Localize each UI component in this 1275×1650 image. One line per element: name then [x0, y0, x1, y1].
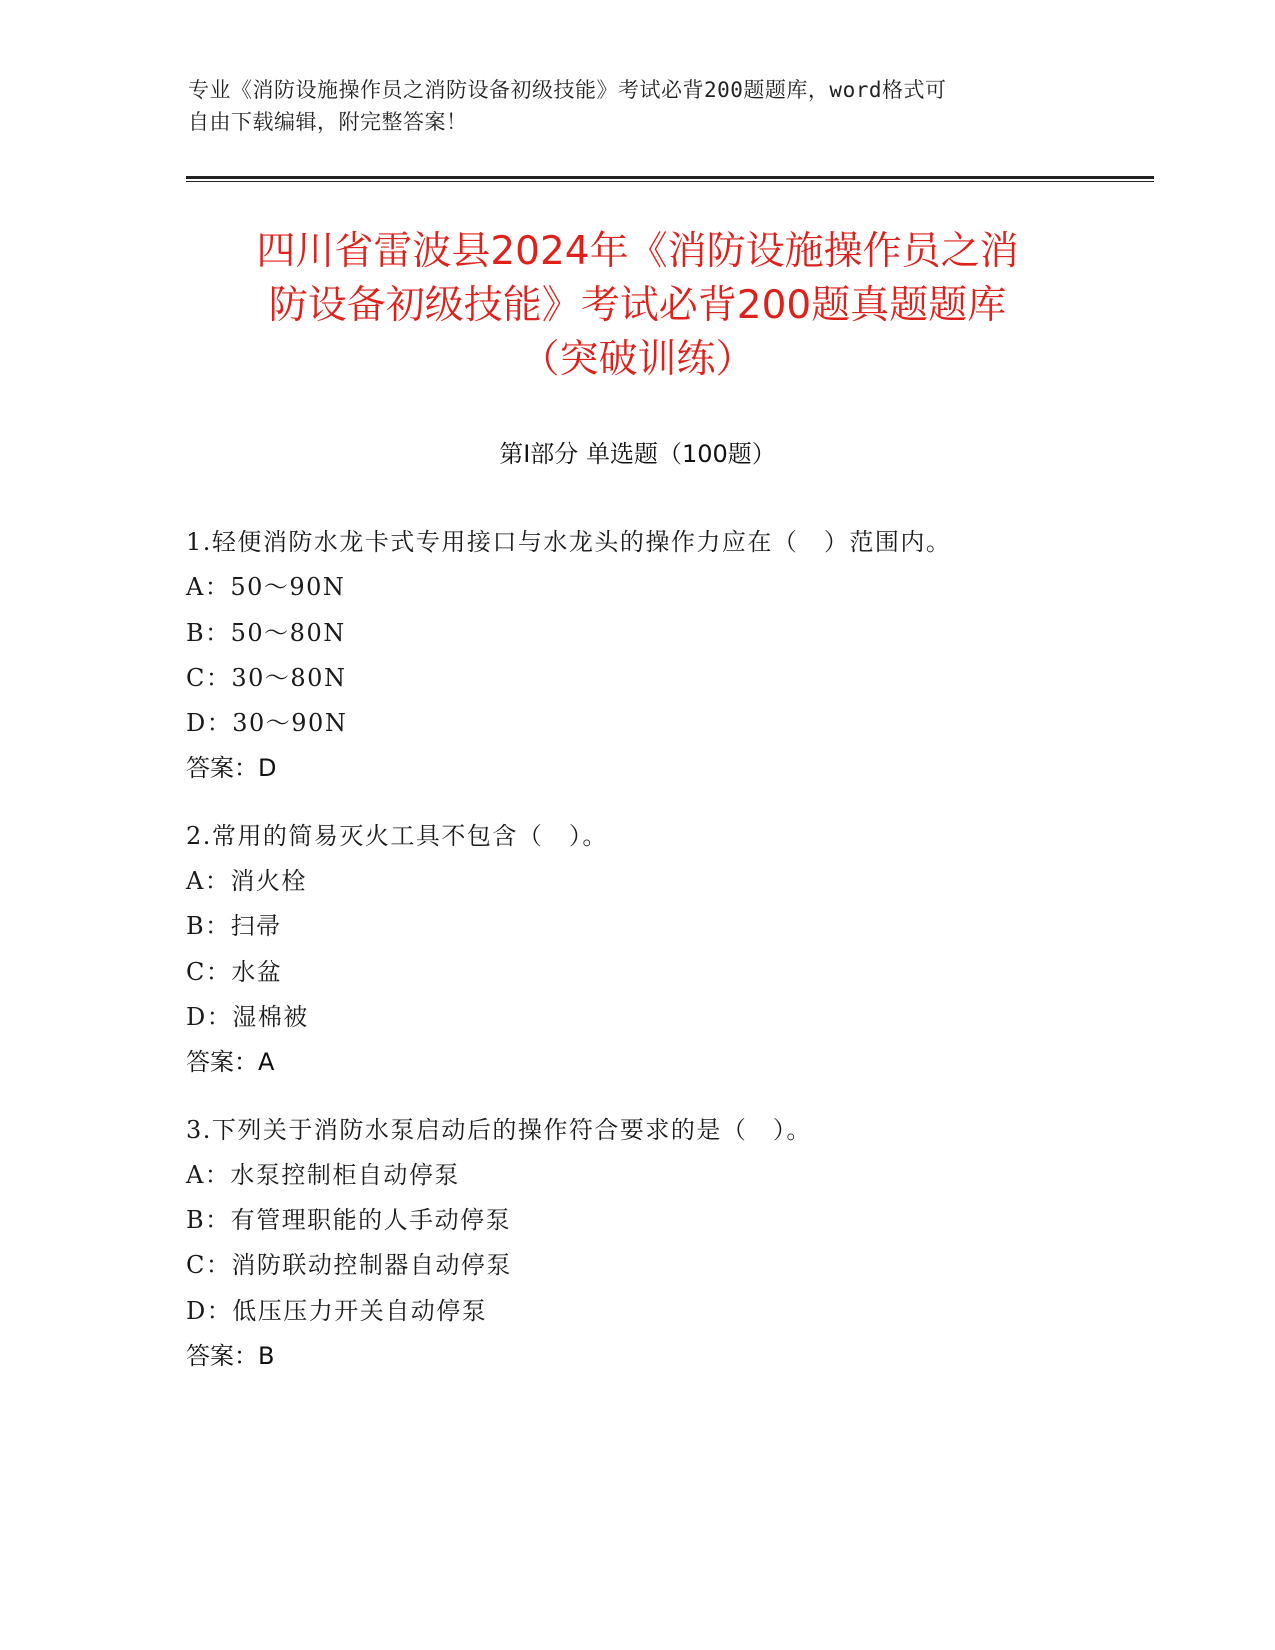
option-c: C：水盆 [186, 957, 283, 986]
question-stem: 1.轻便消防水龙卡式专用接口与水龙头的操作力应在（ ）范围内。 [186, 528, 952, 556]
answer: 答案：B [186, 1342, 275, 1371]
title-line-2: 防设备初级技能》考试必背200题真题题库 [268, 283, 1007, 328]
question-2 [186, 814, 1146, 1086]
option-b: B：有管理职能的人手动停泵 [186, 1206, 512, 1235]
title-line-1: 四川省雷波县2024年《消防设施操作员之消 [256, 229, 1019, 274]
option-a: A：消火栓 [186, 867, 307, 896]
option-b: B：扫帚 [186, 912, 282, 941]
title-line-3: （突破训练） [520, 337, 755, 382]
option-d: D：低压压力开关自动停泵 [186, 1296, 488, 1325]
option-b: B：50～80N [186, 618, 346, 647]
question-1 [186, 520, 1146, 792]
option-d: D：湿棉被 [186, 1002, 309, 1031]
header-divider-thick [186, 176, 1154, 179]
header-divider-thin [186, 181, 1154, 182]
option-c: C：30～80N [186, 663, 347, 692]
question-stem: 2.常用的简易灭火工具不包含（ ）。 [186, 821, 608, 850]
intro-line-1: 专业《消防设施操作员之消防设备初级技能》考试必背200题题库，word格式可 [188, 78, 947, 102]
option-c: C：消防联动控制器自动停泵 [186, 1251, 512, 1280]
section-heading: 第I部分 单选题（100题） [499, 440, 776, 468]
answer: 答案：D [186, 754, 277, 783]
question-3 [186, 1108, 1146, 1380]
document-intro [188, 74, 1088, 138]
option-a: A：水泵控制柜自动停泵 [186, 1160, 460, 1189]
option-d: D：30～90N [186, 709, 348, 738]
question-stem: 3.下列关于消防水泵启动后的操作符合要求的是（ ）。 [186, 1115, 812, 1144]
document-title [150, 225, 1125, 387]
question-list [186, 520, 1146, 1401]
option-a: A：50～90N [186, 573, 346, 602]
answer: 答案：A [186, 1048, 275, 1077]
intro-line-2: 自由下载编辑，附完整答案！ [188, 110, 468, 134]
